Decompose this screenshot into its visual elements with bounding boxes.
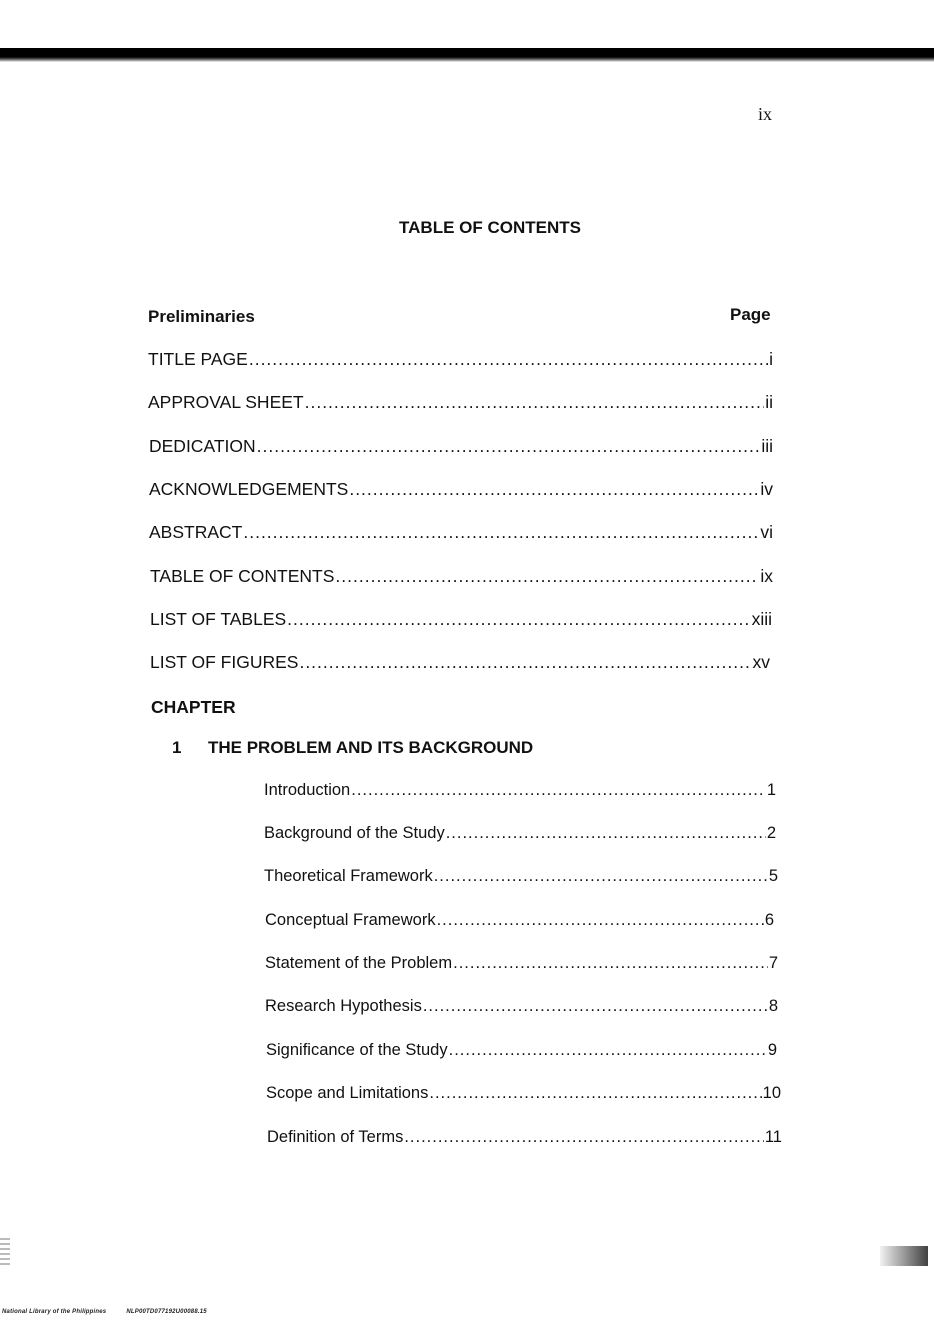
section-label: Statement of the Problem — [265, 954, 453, 972]
section-page: 7 — [768, 954, 778, 972]
dot-leader — [243, 522, 759, 543]
dot-leader — [423, 997, 768, 1016]
toc-entry-page: iii — [761, 436, 773, 456]
toc-entry — [150, 566, 773, 587]
dot-leader — [257, 436, 761, 457]
toc-entry-label: APPROVAL SHEET — [148, 392, 304, 412]
toc-entry-page: ii — [765, 392, 773, 412]
section-page: 2 — [766, 824, 776, 842]
dot-leader — [446, 824, 766, 843]
footer-library: National Library of the Philippines — [2, 1309, 107, 1315]
section-page: 1 — [766, 781, 776, 799]
toc-entry — [149, 436, 773, 457]
dot-leader — [453, 954, 768, 973]
toc-section-entry — [264, 824, 776, 843]
section-page: 9 — [767, 1041, 777, 1059]
chapter-title — [172, 738, 533, 758]
section-page: 6 — [764, 911, 774, 929]
dot-leader — [449, 1041, 767, 1060]
toc-entry-label: TABLE OF CONTENTS — [150, 566, 335, 586]
section-label: Significance of the Study — [266, 1041, 448, 1059]
toc-section-entry — [266, 1084, 781, 1103]
dot-leader — [437, 911, 764, 930]
toc-entry-page: xv — [752, 652, 770, 672]
section-page: 5 — [768, 867, 778, 885]
dot-leader — [434, 867, 768, 886]
scan-artifact-corner — [880, 1246, 928, 1266]
toc-entry — [148, 392, 773, 413]
toc-entry-label: ABSTRACT — [149, 522, 243, 542]
toc-section-entry — [266, 1041, 777, 1060]
toc-entry-label: TITLE PAGE — [148, 349, 248, 369]
section-page: 8 — [768, 997, 778, 1015]
dot-leader — [351, 781, 766, 800]
toc-section-entry — [265, 954, 778, 973]
toc-entry-page: i — [769, 349, 773, 369]
toc-entry — [149, 522, 773, 543]
footer-code: NLP00TD077192U00088.15 — [126, 1309, 207, 1315]
toc-entry-label: DEDICATION — [149, 436, 256, 456]
dot-leader — [299, 652, 751, 673]
toc-entry-label: LIST OF FIGURES — [150, 652, 299, 672]
section-label: Introduction — [264, 781, 351, 799]
toc-entry-page: vi — [760, 522, 773, 542]
scan-top-border — [0, 48, 934, 62]
toc-entry-page: ix — [760, 566, 773, 586]
section-label: Definition of Terms — [267, 1128, 404, 1146]
toc-entry — [150, 609, 772, 630]
scan-artifact-left — [0, 1238, 10, 1268]
page-title: TABLE OF CONTENTS — [399, 218, 581, 237]
scan-footer — [2, 1309, 207, 1315]
toc-entry-label: ACKNOWLEDGEMENTS — [149, 479, 349, 499]
page-number: ix — [758, 104, 773, 124]
toc-section-entry — [264, 781, 776, 800]
toc-entry-page: xiii — [751, 609, 772, 629]
section-label: Theoretical Framework — [264, 867, 433, 885]
toc-section-entry — [265, 997, 778, 1016]
toc-entry-label: LIST OF TABLES — [150, 609, 287, 629]
section-label: Conceptual Framework — [265, 911, 436, 929]
section-page: 10 — [762, 1084, 781, 1102]
section-label: Background of the Study — [264, 824, 445, 842]
dot-leader — [305, 392, 765, 413]
preliminaries-heading: Preliminaries — [148, 307, 255, 326]
toc-entry — [150, 652, 770, 673]
chapter-title-text: THE PROBLEM AND ITS BACKGROUND — [208, 738, 534, 757]
dot-leader — [287, 609, 750, 630]
toc-entry — [149, 479, 773, 500]
toc-entry — [148, 349, 773, 370]
toc-section-entry — [267, 1128, 782, 1147]
section-label: Research Hypothesis — [265, 997, 422, 1015]
dot-leader — [335, 566, 759, 587]
dot-leader — [429, 1084, 761, 1103]
toc-section-entry — [265, 911, 774, 930]
section-page: 11 — [764, 1128, 782, 1146]
toc-entry-page: iv — [760, 479, 773, 499]
toc-section-entry — [264, 867, 778, 886]
dot-leader — [349, 479, 759, 500]
chapter-number: 1 — [172, 738, 182, 757]
dot-leader — [404, 1128, 764, 1147]
section-label: Scope and Limitations — [266, 1084, 429, 1102]
page-column-heading: Page — [730, 305, 771, 324]
dot-leader — [249, 349, 768, 370]
chapter-heading: CHAPTER — [151, 697, 236, 717]
